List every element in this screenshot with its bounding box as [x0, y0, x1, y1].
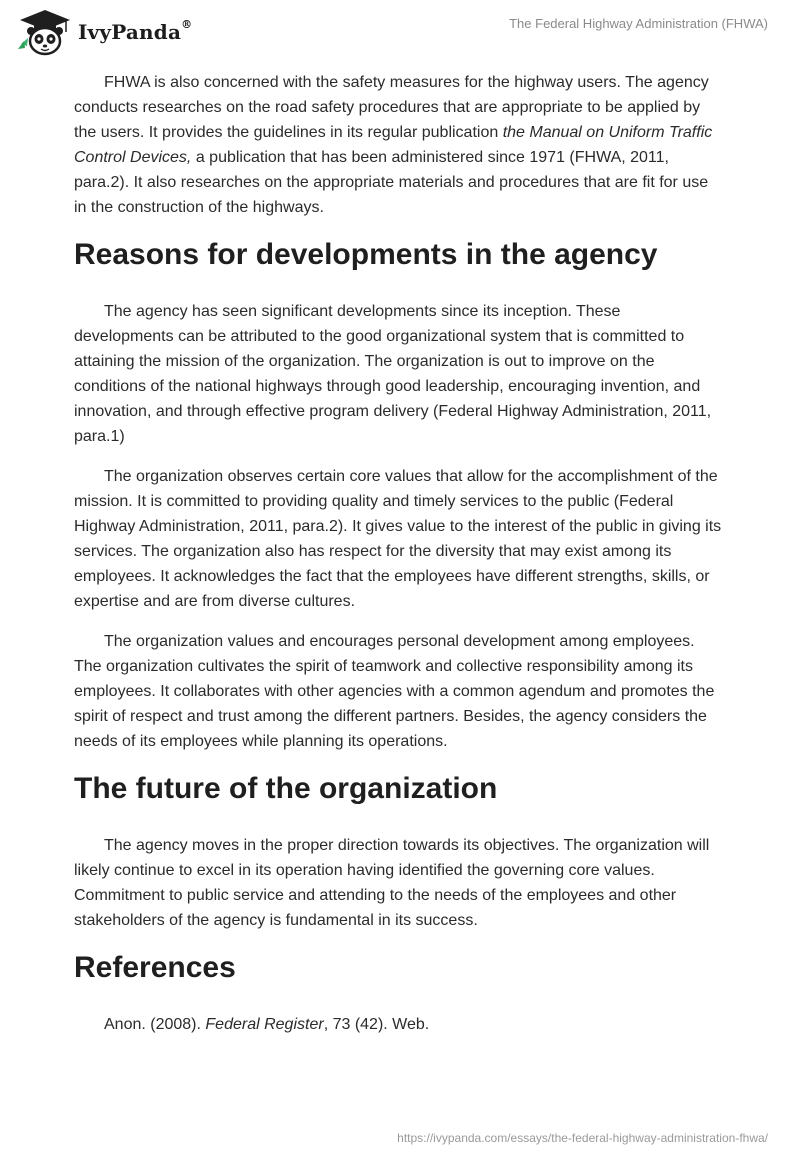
article-body [74, 70, 724, 1037]
manual-title: the Manual on Uniform Traffic Control Devices, [74, 124, 713, 166]
heading-future: The future of the organization [74, 772, 498, 805]
reference-source-title: Federal Register [205, 1016, 324, 1033]
heading-references: References [74, 951, 236, 984]
paragraph-core-values: The organization observes certain core values that allow for the accomplishment of the mission. It is committed to providing quality and timely services to the public (Federal Highway Administration, 2011, para.2). It gives value to the interest of the public in giving its services. The organization also has respect for the diversity that may exist among its employees. It acknowledges the fact that the employees have different strengths, skills, or expertise and are from diverse cultures. [74, 468, 722, 610]
brand-name: IvyPanda® [78, 18, 193, 44]
logo[interactable] [14, 8, 192, 58]
page-header [0, 0, 800, 64]
panda-graduate-icon [14, 8, 76, 58]
footer-url[interactable]: https://ivypanda.com/essays/the-federal-highway-administration-fhwa/ [397, 1131, 768, 1145]
heading-reasons: Reasons for developments in the agency [74, 238, 658, 271]
paragraph-developments: The agency has seen significant developments since its inception. These developments can be attributed to the good organizational system that is committed to attaining the mission of the organization. The organization is out to improve on the conditions of the national highways through good leadership, encouraging invention, and innovation, and through effective program delivery (Federal Highway Administration, 2011, para.1) [74, 303, 712, 445]
paragraph-personal-development: The organization values and encourages personal development among employees. The organization cultivates the spirit of teamwork and collective responsibility among its employees. It collaborates with other agencies with a common agendum and promotes the spirit of respect and trust among the different partners. Besides, the agency considers the needs of its employees while planning its operations. [74, 633, 715, 750]
reference-item: Anon. (2008). Federal Register, 73 (42). Web. [104, 1016, 430, 1033]
paragraph-safety: FHWA is also concerned with the safety measures for the highway users. The agency conducts researches on the road safety procedures that are appropriate to be applied by the users. It provides the guidelines in its regular publication the Manual on Uniform Traffic Control Devices, a publication that has been administered since 1971 (FHWA, 2011, para.2). It also researches on the appropriate materials and procedures that are fit for use in the construction of the highways. [74, 74, 713, 216]
document-title: The Federal Highway Administration (FHWA) [509, 16, 768, 31]
paragraph-future: The agency moves in the proper direction towards its objectives. The organization will likely continue to excel in its operation having identified the governing core values. Commitment to public service and attending to the needs of the employees and other stakeholders of the agency is fundamental in its success. [74, 837, 710, 929]
